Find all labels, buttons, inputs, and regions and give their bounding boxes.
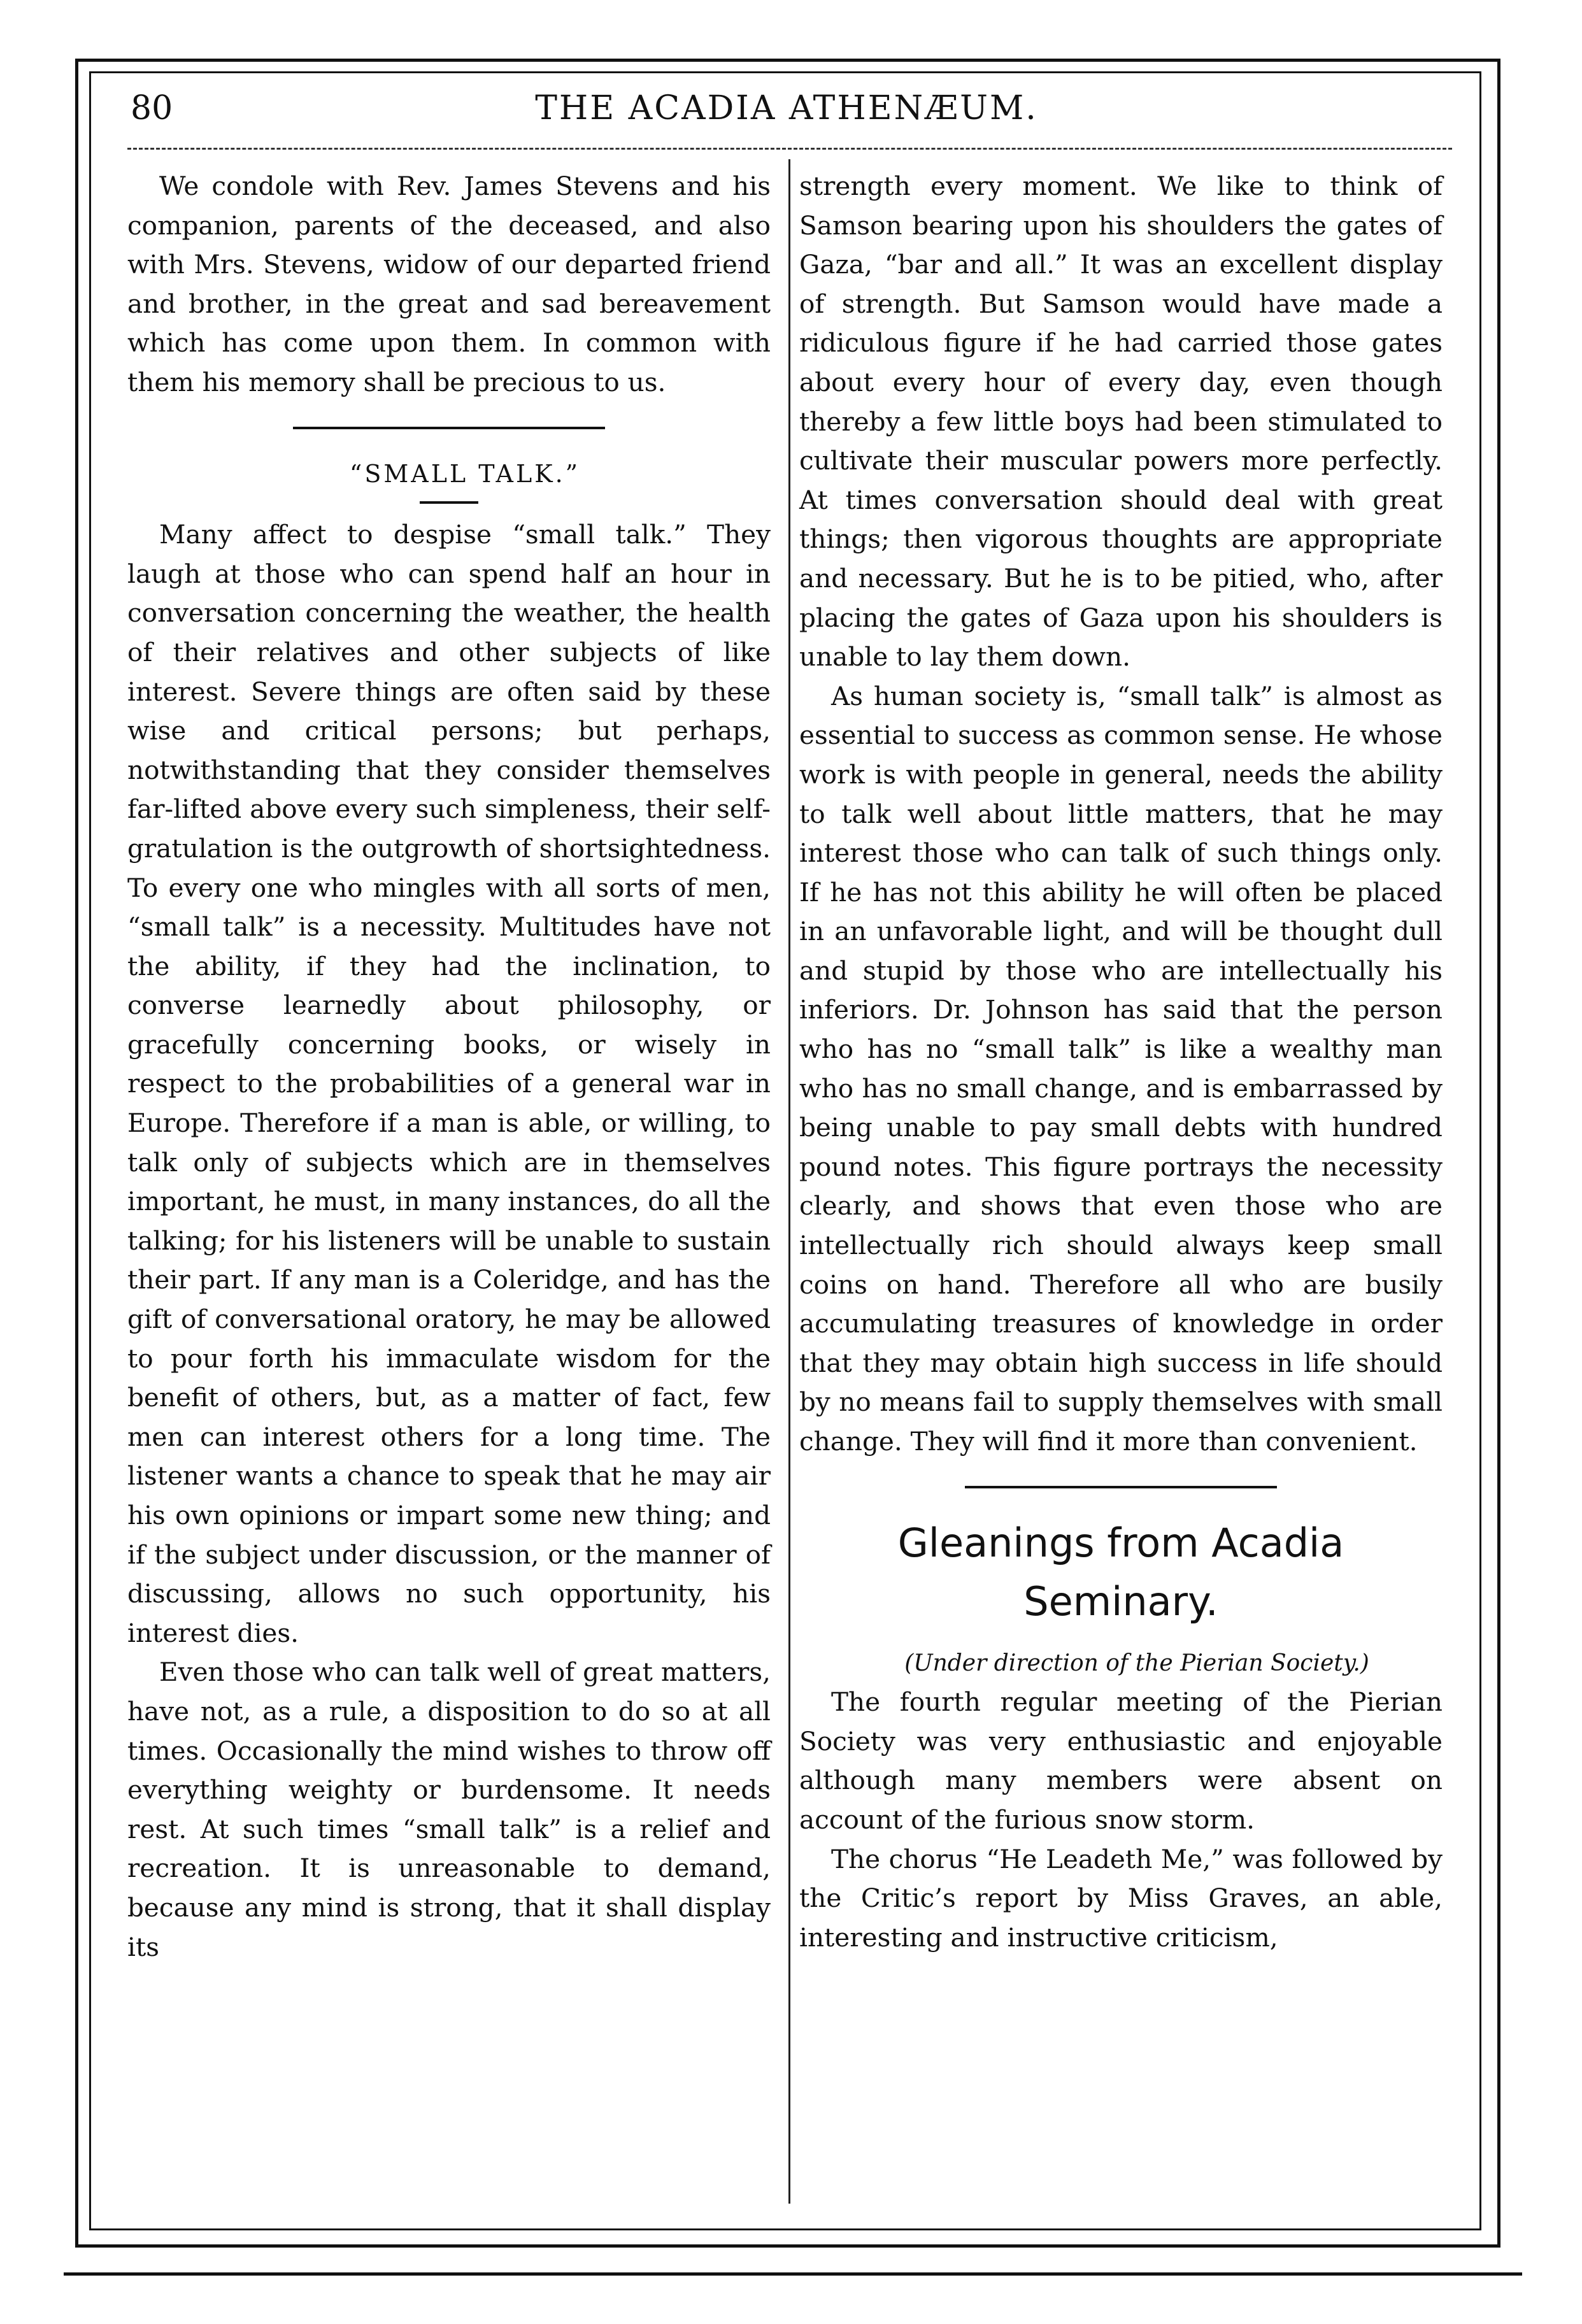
title-rule <box>420 501 478 504</box>
article-title: “SMALL TALK.” <box>349 459 581 488</box>
condolence-paragraph: We condole with Rev. James Stevens and his companion, parents of the deceased, and also with Mrs. Stevens, widow of our departed friend and brother, in the great and sad bereavement which has come upon them. In common with them his memory shall be precious to us. <box>127 171 771 397</box>
right-column <box>799 167 1443 1957</box>
page-number: 80 <box>131 89 173 127</box>
article-paragraph: Many affect to despise “small talk.” They laugh at those who can spend half an hour in conversation concerning the weather, the health of their relatives and other subjects of like interest. Severe things are often said by these wise and critical persons; but perhaps, notwithstanding that they consider themselves far-lifted above every such simpleness, their self-gratulation is the outgrowth of shortsightedness. To every one who mingles with all sorts of men, “small talk” is a necessity. Multitudes have not the ability, if they had the inclination, to converse learnedly about philosophy, or gracefully concerning books, or wisely in respect to the probabilities of a general war in Europe. Therefore if a man is able, or willing, to talk only of subjects which are in themselves important, he must, in many instances, do all the talking; for his listeners will be unable to sustain their part. If any man is a Coleridge, and has the gift of conversational oratory, he may be allowed to pour forth his immaculate wisdom for the benefit of others, but, as a matter of fact, few men can interest others for a long time. The listener wants a chance to speak that he may air his own opinions or impart some new thing; and if the subject under discussion, or the manner of discussing, allows no such opportunity, his interest dies. <box>127 519 771 1648</box>
section-subheading: (Under direction of the Pierian Society.) <box>904 1650 1369 1676</box>
column-divider <box>788 159 790 2204</box>
bottom-rule <box>64 2272 1522 2276</box>
article-continuation: strength every moment. We like to think of Samson bearing upon his shoulders the gates of Gaza, “bar and all.” It was an excellent display of strength. But Samson would have made a ridiculous figure if he had carried those gates about every hour of every day, even though thereby a few little boys had been stimulated to cultivate their muscular powers more perfectly. At times conversation should deal with great things; then vigorous thoughts are appropriate and necessary. But he is to be pitied, who, after placing the gates of Gaza upon his shoulders is unable to lay them down. <box>799 171 1443 673</box>
article-paragraph: Even those who can talk well of great matters, have not, as a rule, a disposition to do so at all times. Occasionally the mind wishes to throw off everything weighty or burdensome. It needs rest. At such times “small talk” is a relief and recreation. It is unreasonable to demand, because any mind is strong, that it shall display its <box>127 1657 771 1962</box>
header-rule <box>127 148 1452 150</box>
running-title: THE ACADIA ATHENÆUM. <box>535 89 1038 127</box>
left-column <box>127 167 771 1967</box>
article-paragraph: The fourth regular meeting of the Pierian Society was very enthusiastic and enjoyable although many members were absent on account of the furious snow storm. <box>799 1686 1443 1835</box>
page-header <box>102 89 1471 140</box>
article-paragraph: As human society is, “small talk” is almost as essential to success as common sense. He whose work is with people in general, needs the ability to talk well about little matters, that he may interest those who can talk of such things only. If he has not this ability he will often be placed in an unfavorable light, and will be thought dull and stupid by those who are intellectually his inferiors. Dr. Johnson has said that the person who has no “small talk” is like a wealthy man who has no small change, and is embarrassed by being unable to pay small debts with hundred pound notes. This figure portrays the necessity clearly, and shows that even those who are intellectually rich should always keep small coins on hand. Therefore all who are busily accumulating treasures of knowledge in order that they may obtain high success in life should by no means fail to supply themselves with small change. They will find it more than convenient. <box>799 680 1443 1457</box>
article-paragraph: The chorus “He Leadeth Me,” was followed by the Critic’s report by Miss Graves, an able, interesting and instructive criticism, <box>799 1843 1443 1953</box>
section-separator <box>965 1486 1277 1488</box>
section-heading: Gleanings from Acadia Seminary. <box>897 1519 1344 1625</box>
article-separator <box>293 427 605 429</box>
